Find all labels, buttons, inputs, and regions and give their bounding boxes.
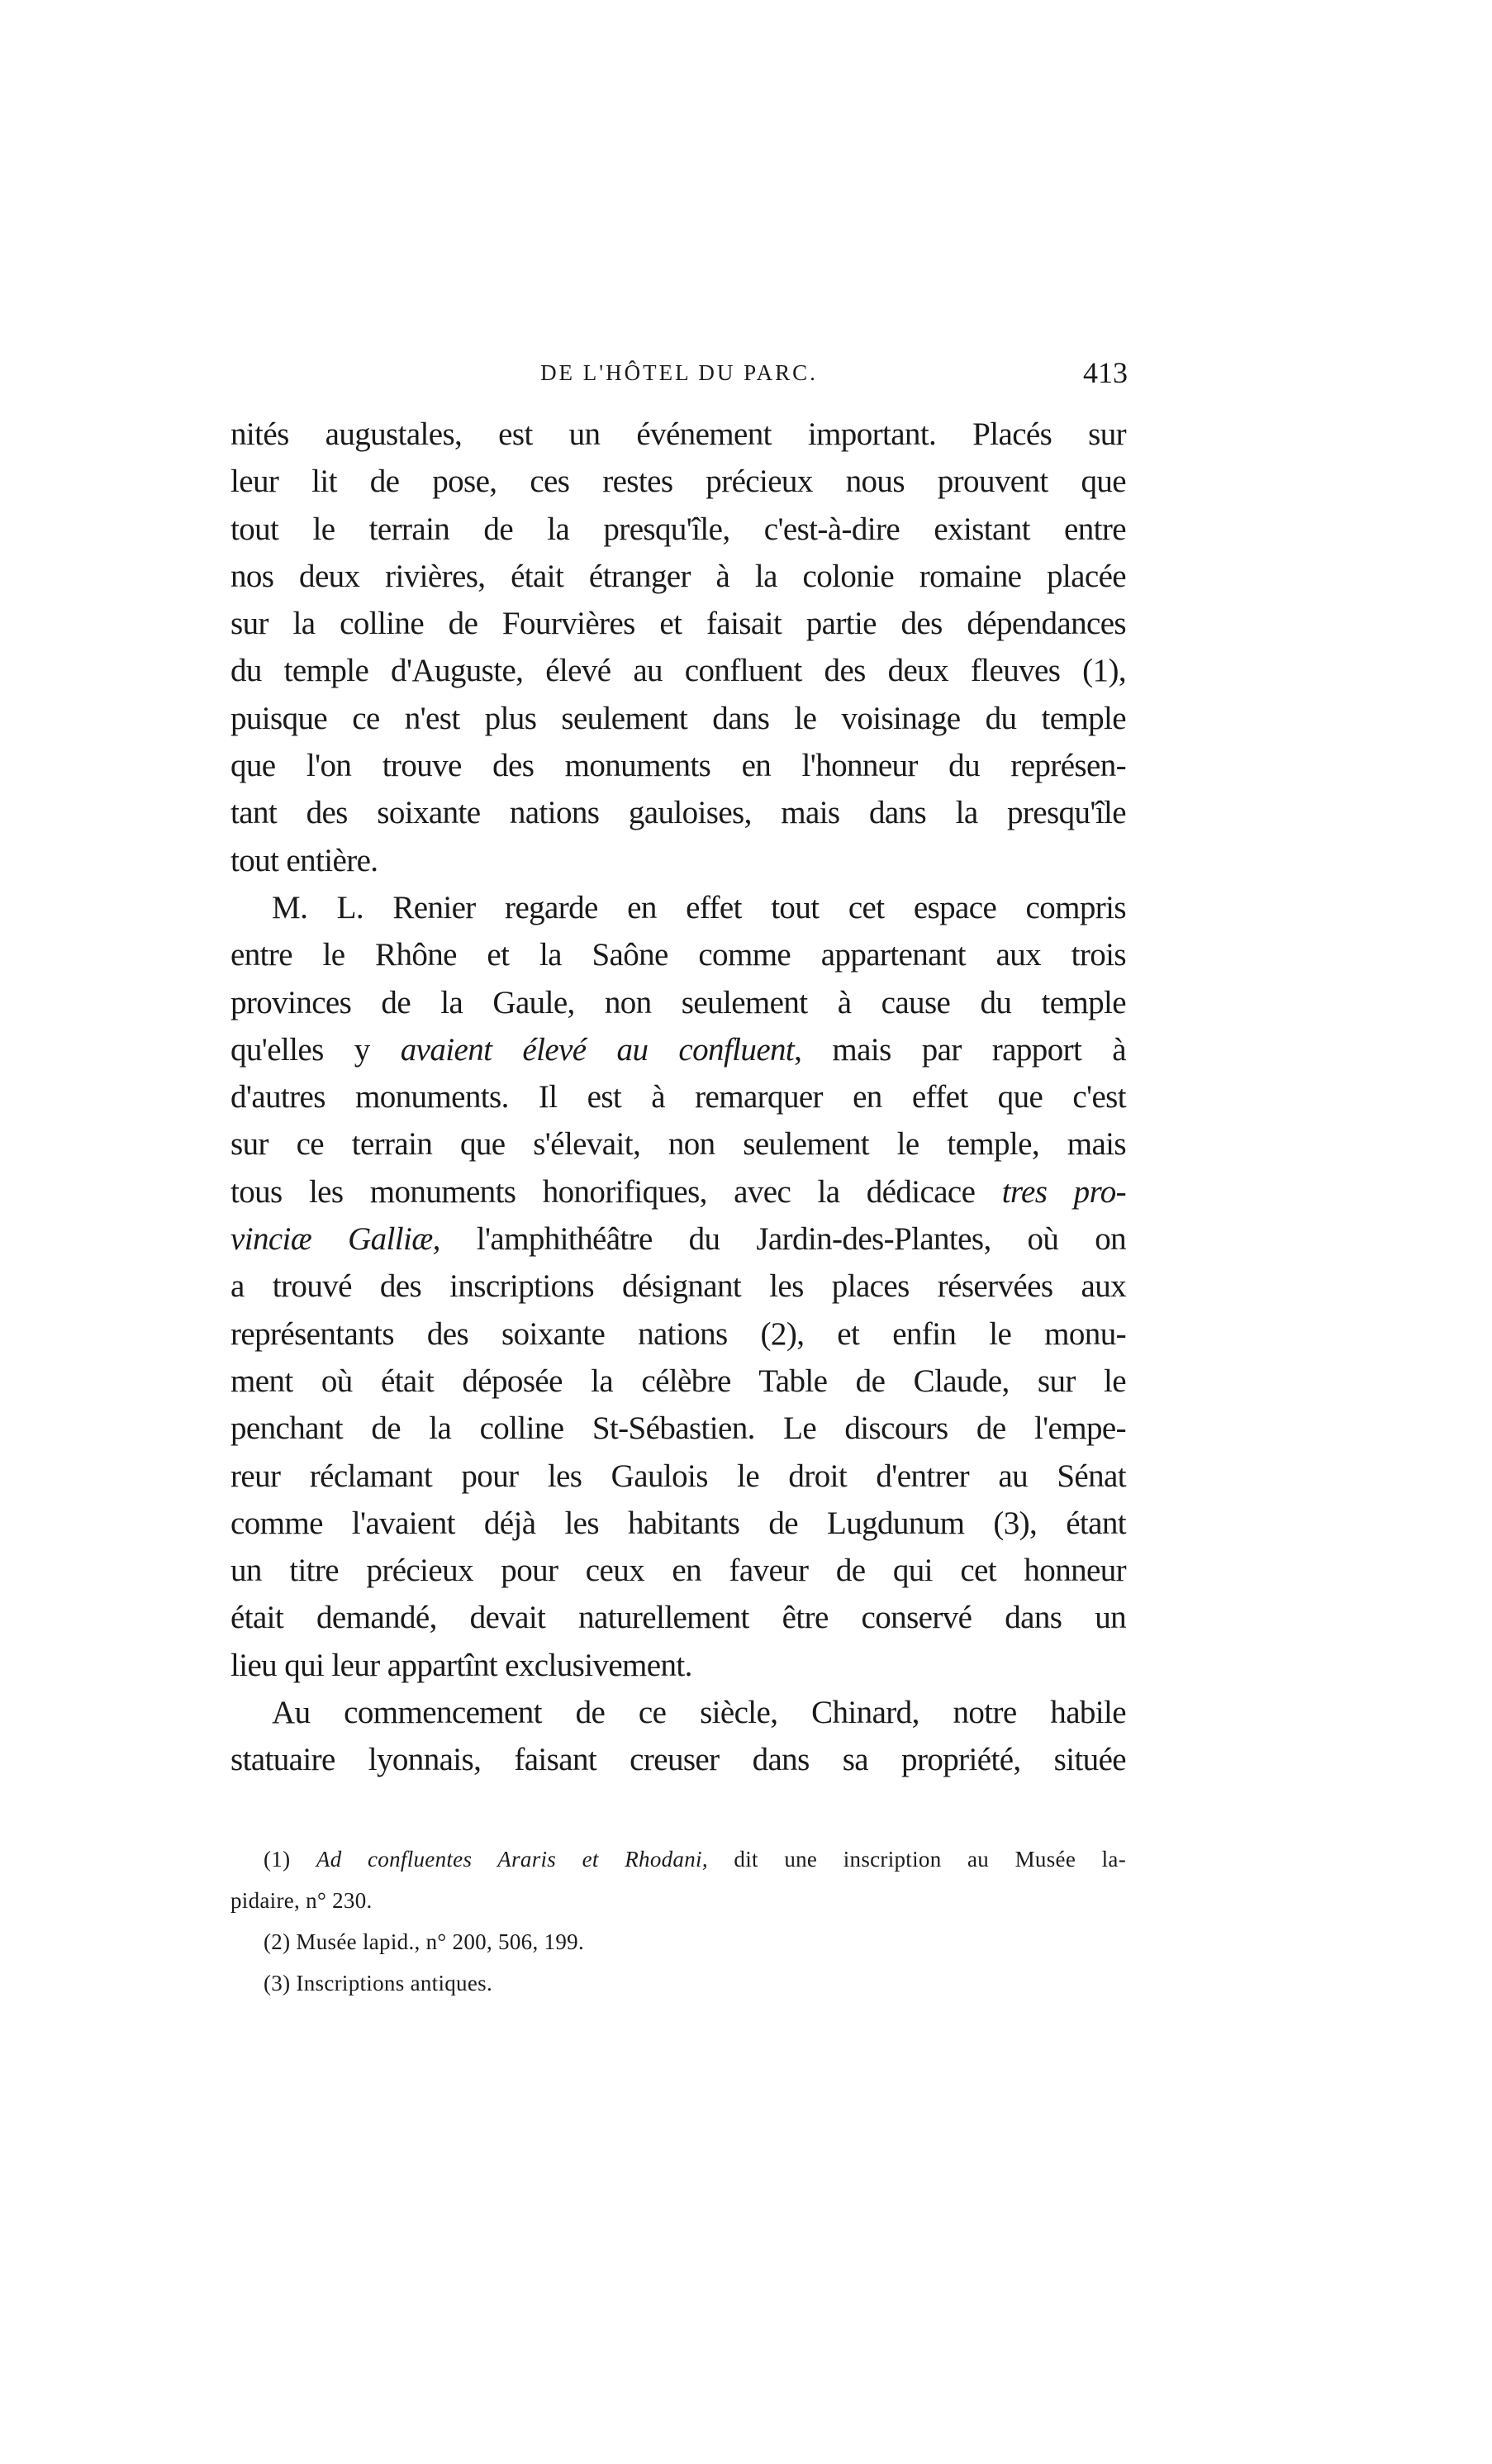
text-segment: a trouvé des inscriptions désignant les places réservées aux (230, 1268, 1126, 1305)
text-segment: statuaire lyonnais, faisant creuser dans sa propriété, située (230, 1742, 1126, 1778)
text-line (230, 1120, 1126, 1168)
text-segment: provinces de la Gaule, non seulement à cause du temple (230, 984, 1126, 1020)
text-segment: nités augustales, est un événement important. Placés sur (230, 416, 1126, 452)
page-header (230, 355, 1128, 388)
italic-segment: vinciæ Galliæ, (230, 1221, 440, 1258)
text-segment: tant des soixante nations gauloises, mais dans la presqu'île (230, 795, 1126, 831)
text-segment: puisque ce n'est plus seulement dans le voisinage du temple (230, 700, 1126, 736)
text-line (230, 1168, 1126, 1215)
text-line (230, 742, 1126, 789)
body-text (230, 411, 1126, 1784)
text-line (230, 458, 1126, 505)
text-segment: penchant de la colline St-Sébastien. Le discours de l'empe- (230, 1410, 1126, 1447)
text-segment: sur la colline de Fourvières et faisait partie des dépendances (230, 606, 1126, 642)
text-segment: d'autres monuments. Il est à remarquer en effet que c'est (230, 1079, 1126, 1115)
text-segment: un titre précieux pour ceux en faveur de qui cet honneur (230, 1553, 1126, 1589)
text-segment: représentants des soixante nations (2), et enfin le monu- (230, 1315, 1126, 1352)
footnote-1-number: (1) (264, 1847, 316, 1872)
text-segment: tout entière. (230, 842, 378, 878)
text-line (230, 506, 1126, 553)
text-segment: nos deux rivières, était étranger à la colonie romaine placée (230, 558, 1126, 594)
text-line (230, 979, 1126, 1026)
text-segment: comme l'avaient déjà les habitants de Lugdunum (3), étant (230, 1505, 1126, 1541)
text-line (230, 1547, 1126, 1594)
footnote-1-text: dit une inscription au Musée la- (707, 1847, 1126, 1872)
italic-segment: tres pro- (1001, 1173, 1126, 1210)
text-line (230, 1263, 1126, 1310)
text-segment: entre le Rhône et la Saône comme appartenant aux trois (230, 937, 1126, 973)
footnote-2: (2) Musée lapid., n° 200, 506, 199. (264, 1929, 584, 1954)
text-line (230, 1310, 1126, 1358)
text-line (230, 1405, 1126, 1452)
text-segment: tout le terrain de la presqu'île, c'est-à-dire existant entre (230, 511, 1126, 547)
page-number: 413 (1083, 356, 1128, 389)
footnote-1 (230, 1838, 1126, 1880)
text-segment: était demandé, devait naturellement être conservé dans un (230, 1600, 1126, 1636)
running-title: DE L'HÔTEL DU PARC. (540, 360, 818, 385)
text-line (230, 837, 1126, 884)
text-segment: sur ce terrain que s'élevait, non seulement le temple, mais (230, 1126, 1126, 1163)
text-line (230, 884, 1126, 931)
footnotes (230, 1838, 1126, 2004)
italic-segment: avaient élevé au confluent (400, 1031, 795, 1068)
text-segment: reur réclamant pour les Gaulois le droit d'entrer au Sénat (230, 1458, 1126, 1494)
text-segment: ment où était déposée la célèbre Table de Claude, sur le (230, 1363, 1126, 1399)
text-segment: leur lit de pose, ces restes précieux nous prouvent que (230, 464, 1126, 500)
text-segment: Au commencement de ce siècle, Chinard, notre habile (272, 1695, 1126, 1731)
text-line (230, 1358, 1126, 1405)
text-segment: l'amphithéâtre du Jardin-des-Plantes, où on (440, 1221, 1126, 1258)
text-line (230, 600, 1126, 647)
footnote-3: (3) Inscriptions antiques. (264, 1971, 492, 1995)
text-line (230, 1642, 1126, 1689)
text-segment: tous les monuments honorifiques, avec la dédicace (230, 1173, 1002, 1210)
text-segment: M. L. Renier regarde en effet tout cet espace compris (272, 889, 1126, 925)
text-line (230, 1594, 1126, 1641)
text-line (230, 1073, 1126, 1120)
text-line (230, 789, 1126, 836)
text-segment: du temple d'Auguste, élevé au confluent des deux fleuves (1), (230, 653, 1126, 689)
text-line (230, 931, 1126, 978)
footnote-1-continuation: pidaire, n° 230. (230, 1888, 373, 1913)
text-line (230, 1736, 1126, 1783)
text-segment: , mais par rapport à (794, 1031, 1126, 1068)
footnote-1-italic: Ad confluentes Araris et Rhodani, (316, 1847, 708, 1872)
text-segment: qu'elles y (230, 1031, 401, 1068)
text-segment: que l'on trouve des monuments en l'honneur du représen- (230, 748, 1126, 784)
text-line (230, 411, 1126, 458)
text-line (230, 1689, 1126, 1736)
text-line (230, 1215, 1126, 1263)
text-line (230, 1453, 1126, 1500)
text-line (230, 553, 1126, 600)
text-line (230, 695, 1126, 742)
text-line (230, 1500, 1126, 1547)
text-segment: lieu qui leur appartînt exclusivement. (230, 1647, 692, 1683)
text-line (230, 647, 1126, 694)
text-line (230, 1026, 1126, 1073)
